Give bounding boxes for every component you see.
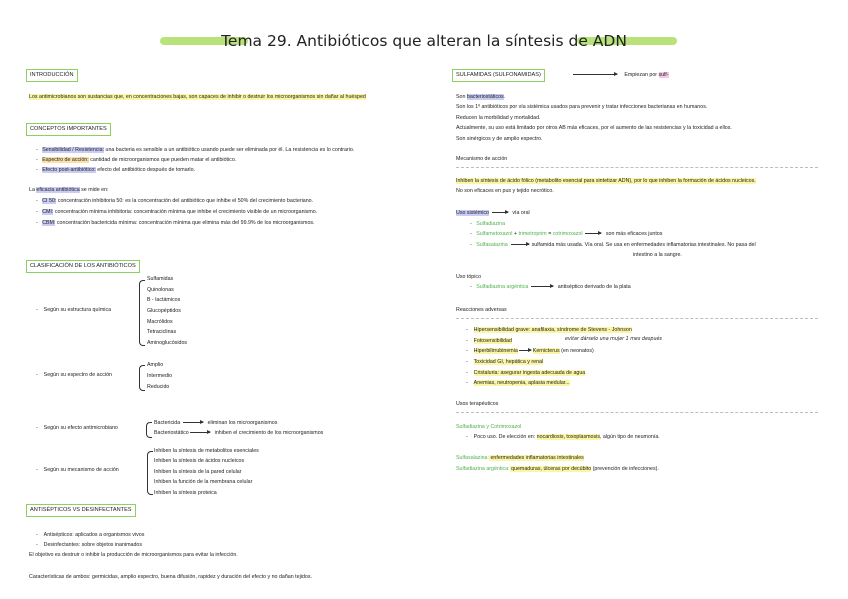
systemic-item: - Sulfadiazina: [470, 221, 506, 227]
adverse-item: - Hiperbilirrubinemia Kernicterus (en neonatos): [466, 348, 594, 354]
mechanism-brace: [147, 451, 153, 495]
antiseptics-header: ANTISÉPTICOS VS DESINFECTANTES: [26, 504, 136, 517]
spectrum-item: Intermedio: [147, 373, 173, 379]
intro-text: Los antimicrobianos son sustancias que, en concentraciones bajas, son capaces de inhibir o destruir los microorganismos sin dañar al huésped: [29, 94, 366, 100]
spectrum-label: - Según su espectro de acción: [36, 372, 112, 378]
antiseptics-item: - Antisépticos: aplicados a organismos vivos: [36, 532, 145, 538]
antiseptics-goal: El objetivo es destruir o inhibir la producción de microorganismos para evitar la infección.: [29, 552, 238, 558]
mechanism-label: - Según su mecanismo de acción: [36, 467, 119, 473]
systemic-item: - Sulfasalazina sulfamida más usada. Vía oral. Se usa en enfermedades inflamatorias intestinales. No pasa del: [470, 242, 756, 248]
arrow-icon: [190, 432, 210, 433]
mechanism-item: Inhiben la síntesis de ácidos nucleicos: [154, 458, 245, 464]
mechanism-item: Inhiben la síntesis proteica: [154, 490, 217, 496]
sulfa-intro-line: Son sinérgicos y de amplio espectro.: [456, 136, 543, 142]
effect-item: Bacteriostático inhiben el crecimiento de los microorganismos: [154, 430, 324, 436]
mechanism-item: Inhiben la síntesis de metabolitos esenciales: [154, 448, 259, 454]
efficacy-item: - CI 50: concentración inhibitoria 50: es la concentración del antibiótico que inhibe el 50% del crecimiento bacteriano.: [36, 198, 314, 204]
arrow-icon: [183, 422, 203, 423]
antiseptics-item: - Desinfectantes: sobre objetos inanimados: [36, 542, 143, 548]
adverse-item: - Anemias, neutropenia, aplasia medular...: [466, 380, 570, 386]
page-title: Tema 29. Antibióticos que alteran la síntesis de ADN: [221, 32, 627, 50]
mechanism-title: Mecanismo de acción: [456, 156, 508, 162]
systemic-use: Uso sistémico vía oral: [456, 210, 530, 216]
spectrum-item: Amplio: [147, 362, 164, 368]
structure-item: Glucopéptidos: [147, 308, 181, 314]
adverse-item: - Fotosensibilidad: [466, 338, 512, 344]
systemic-item-cont: intestino a la sangre.: [633, 252, 682, 258]
divider: [456, 318, 818, 319]
structure-item: Quinolonas: [147, 287, 174, 293]
sulfamides-header: SULFAMIDAS (SULFONAMIDAS): [452, 69, 545, 82]
structure-item: Aminoglucósidos: [147, 340, 188, 346]
topical-use: Uso tópico: [456, 274, 482, 280]
structure-item: Tetraciclinas: [147, 329, 177, 335]
uses-head: Sulfadiazina y Cotrimoxazol: [456, 424, 522, 430]
efficacy-item: - CMI: concentración mínima inhibitoria: concentración mínima que inhibe el crecimiento visible de un microorganismo.: [36, 209, 318, 215]
topical-item: - Sulfadiazina argéntica antiséptico derivado de la plata: [470, 284, 631, 290]
mechanism-item: Inhiben la función de la membrana celular: [154, 479, 253, 485]
adverse-item: - Cristaluria: asegurar ingesta adecuada de agua: [466, 370, 586, 376]
sulfa-intro-line: Son bacteriostáticos.: [456, 94, 506, 100]
efficacy-item: - CBM: concentración bactericida mínima: concentración mínima que elimina más del 99.9% de los microorganismos.: [36, 220, 315, 226]
sulfasalazine-use: Sulfasalazina: enfermedades inflamatorias intestinales: [456, 455, 584, 461]
arrow-icon: [585, 233, 601, 234]
spectrum-brace: [139, 365, 145, 391]
concept-item: - Espectro de acción: cantidad de microorganismos que pueden matar el antibiótico.: [36, 157, 237, 163]
arrow-icon: [492, 212, 508, 213]
classification-header: CLASIFICACIÓN DE LOS ANTIBIÓTICOS: [26, 260, 140, 273]
sulfa-intro-line: Son los 1º antibióticos por vía sistémica usados para prevenir y tratar infecciones bacterianas en humanos.: [456, 104, 708, 110]
arrow-icon: [573, 74, 617, 75]
mechanism-text: Inhiben la síntesis de ácido fólico (metabolito esencial para sintetizar ADN), por lo que inhiben la formación de ácidos nucleicos.: [456, 178, 756, 184]
effect-brace: [146, 422, 152, 438]
arrow-icon: [519, 350, 531, 351]
antiseptics-common: Características de ambos: germicidas, amplio espectro, buena difusión, rapidez y duración del efecto y no dañan tejidos.: [29, 574, 312, 580]
sulfamides-arrow-note: Empiezan por sulf-: [573, 72, 669, 79]
uses-line: - Poco uso. De elección en: nocardiosis, toxoplasmosis, algún tipo de neumonía.: [466, 434, 660, 440]
concept-item: - Efecto post-antibiótico: efecto del antibiótico después de tomarlo.: [36, 167, 196, 173]
uses-title: Usos terapéuticos: [456, 401, 499, 407]
mechanism-item: Inhiben la síntesis de la pared celular: [154, 469, 242, 475]
structure-item: Sulfamidas: [147, 276, 174, 282]
adverse-item: - Toxicidad GI, hepática y renal: [466, 359, 544, 365]
arrow-icon: [511, 244, 529, 245]
adverse-item: - Hipersensibilidad grave: anafilaxia, síndrome de Stevens - Johnson: [466, 327, 632, 333]
structure-label: - Según su estructura química: [36, 307, 112, 313]
sulfa-intro-line: Reducen la morbilidad y mortalidad.: [456, 115, 541, 121]
concept-item: - Sensibilidad / Resistencia: una bacteria es sensible a un antibiótico usando puede ser eliminada por él. La resistencia es lo contrario.: [36, 147, 355, 153]
divider: [456, 412, 818, 413]
structure-brace: [139, 280, 145, 346]
adverse-title: Reacciones adversas: [456, 307, 507, 313]
arrow-icon: [531, 286, 553, 287]
mechanism-text-2: No son eficaces en pus y tejido necrótico.: [456, 188, 554, 194]
intro-header: INTRODUCCIÓN: [26, 69, 78, 82]
efficacy-intro: La eficacia antibiótica se mide en:: [29, 187, 109, 193]
effect-label: - Según su efecto antimicrobiano: [36, 425, 118, 431]
sulfa-intro-line: Actualmente, su uso está limitado por otros AB más eficaces, por el aumento de las resistencias y la toxicidad a ellos.: [456, 125, 732, 131]
argentic-use: Sulfadiazina argéntica: quemaduras, úlceras por decúbito (prevención de infecciones).: [456, 466, 659, 472]
concepts-header: CONCEPTOS IMPORTANTES: [26, 123, 111, 136]
structure-item: Macrólidos: [147, 319, 173, 325]
effect-item: Bactericida eliminan los microorganismos: [154, 420, 278, 426]
handwritten-note: evitar dárselo una mujer 1 mes después: [565, 337, 662, 342]
systemic-item: - Sulfametoxazol + trimetroprim = cotrimoxazol son más eficaces juntos: [470, 231, 663, 237]
spectrum-item: Reducido: [147, 384, 170, 390]
divider: [456, 167, 818, 168]
structure-item: B - lactámicos: [147, 297, 181, 303]
